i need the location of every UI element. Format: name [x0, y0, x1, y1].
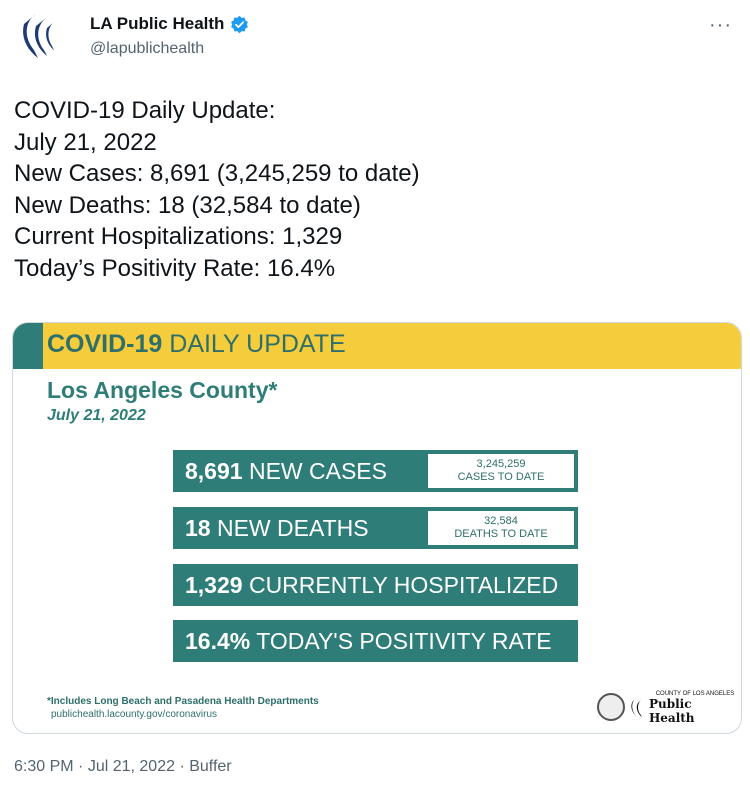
- handle[interactable]: @lapublichealth: [90, 40, 205, 57]
- logo-small-text: COUNTY OF LOS ANGELES: [655, 691, 735, 697]
- stat-new-deaths: [173, 507, 578, 549]
- stat-label: [173, 628, 552, 655]
- verified-badge-icon: [230, 15, 249, 34]
- tweet-line: Current Hospitalizations: 1,329: [14, 223, 343, 250]
- stat-hospitalized: [173, 564, 578, 606]
- logo-big-text: Public Health: [648, 697, 695, 725]
- tweet-line: COVID-19 Daily Update:: [14, 97, 276, 124]
- stat-text: CURRENTLY HOSPITALIZED: [242, 571, 559, 598]
- side-value: 3,245,259: [476, 458, 526, 470]
- la-public-health-logo-icon: [16, 10, 64, 62]
- stat-new-cases: [173, 450, 578, 492]
- card-url: publichealth.lacounty.gov/coronavirus: [51, 709, 218, 720]
- tweet-line: July 21, 2022: [14, 128, 157, 156]
- stat-value: 8,691: [185, 457, 243, 484]
- meta-separator: ·: [175, 758, 190, 775]
- banner-title-rest: DAILY UPDATE: [162, 330, 346, 358]
- tweet-line: New Deaths: 18 (32,584 to date): [14, 191, 361, 219]
- display-name[interactable]: LA Public Health: [90, 14, 225, 33]
- avatar[interactable]: [12, 8, 68, 64]
- tweet-date[interactable]: Jul 21, 2022: [87, 758, 175, 775]
- stat-text: TODAY'S POSITIVITY RATE: [250, 627, 552, 654]
- card-date: July 21, 2022: [47, 407, 146, 424]
- tweet-time[interactable]: 6:30 PM: [14, 758, 74, 775]
- logo-text: [649, 691, 741, 725]
- tweet-line: Today’s Positivity Rate: 16.4%: [14, 254, 336, 282]
- public-health-mark-icon: [630, 697, 646, 719]
- stat-label: [173, 458, 387, 485]
- more-options-icon[interactable]: ···: [709, 14, 732, 36]
- tweet-text: [14, 95, 420, 284]
- banner-title-bold: COVID-19: [47, 330, 163, 358]
- side-label: DEATHS TO DATE: [454, 528, 548, 540]
- public-health-logo: [630, 691, 741, 725]
- stat-text: NEW CASES: [242, 457, 387, 484]
- stat-label: [173, 515, 369, 542]
- banner-title: [47, 330, 346, 359]
- card-footnote: *Includes Long Beach and Pasadena Health Departments: [47, 696, 319, 707]
- stat-value: 16.4%: [185, 627, 251, 654]
- county-title: Los Angeles County*: [47, 377, 278, 403]
- side-label: CASES TO DATE: [457, 471, 545, 483]
- banner-accent: [13, 323, 43, 369]
- stat-value: 1,329: [185, 571, 243, 598]
- stat-value: 18: [185, 514, 211, 541]
- author-block: [90, 14, 249, 58]
- tweet-line: New Cases: 8,691 (3,245,259 to date): [14, 160, 420, 187]
- stat-positivity: [173, 620, 578, 662]
- meta-separator: ·: [73, 758, 88, 775]
- county-seal-icon: [597, 693, 625, 721]
- author-row: [90, 14, 249, 34]
- stat-label: [173, 572, 558, 599]
- tweet-meta: [14, 758, 232, 776]
- stat-side-box: [428, 511, 574, 545]
- stat-side-box: [428, 454, 574, 488]
- tweet-source[interactable]: Buffer: [189, 758, 232, 775]
- tweet-image-card[interactable]: [12, 322, 742, 734]
- stat-text: NEW DEATHS: [210, 514, 369, 541]
- side-value: 32,584: [484, 515, 518, 527]
